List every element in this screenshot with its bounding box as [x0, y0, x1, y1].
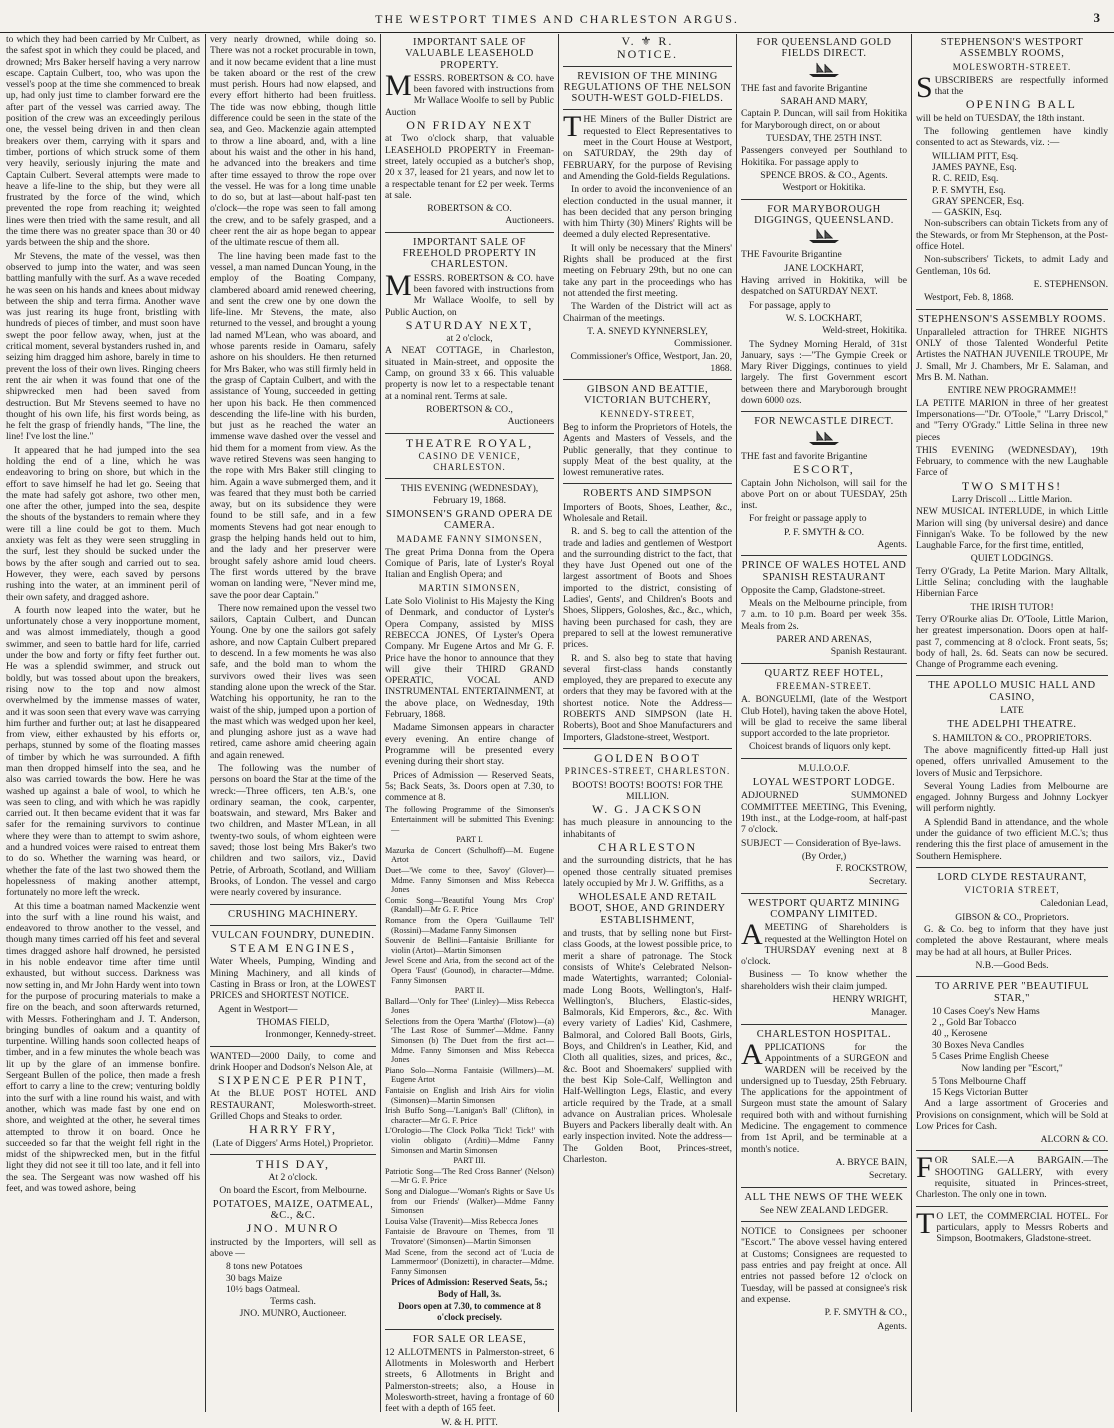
lodge-subject: SUBJECT — Consideration of Bye-laws. [741, 837, 901, 849]
ad-props: GIBSON & CO., Proprietors. [955, 911, 1069, 923]
ad-role: (Late of Diggers' Arms Hotel,) Proprietor. [212, 1137, 374, 1149]
ad-body: Choicest brands of liquors only kept. [749, 741, 891, 753]
theatre-star: MARTIN SIMONSEN, [418, 582, 521, 593]
programme-item: L'Orologio—The Clock Polka 'Tick! Tick!' with violin obligato (Arditi)—Mdme Fanny Simonsen and Martin Simonsen [385, 1126, 554, 1155]
ad-body: Importers of Boots, Shoes, Leather, &c., Wholesale and Retail. [563, 501, 732, 524]
masthead [0, 8, 1114, 33]
ad-farce: THE IRISH TUTOR! [970, 601, 1054, 613]
notice-vr: V. ⚜ R. [621, 34, 674, 48]
theatre-heading: THEATRE ROYAL, [405, 435, 534, 450]
programme-item: Romance from the Opera 'Guillaume Tell' (Rossini)—Madame Fanny Simonsen [385, 915, 554, 935]
ad-body: and the surrounding districts, that he has opened those centrally situated premises lately occupied by Mr J. W. Griffiths, as a [563, 855, 732, 889]
ad-role: Ironmonger, Kennedy-street. [265, 1029, 376, 1041]
notice-role: Commissioner. [674, 338, 732, 350]
ad-landing: Now landing per "Escort," [961, 1063, 1063, 1075]
ad-sig: HENRY WRIGHT, [832, 994, 907, 1006]
ad-heading: STEPHENSON'S WESTPORT ASSEMBLY ROOMS, [940, 37, 1084, 60]
ad-programme: ENTIRE NEW PROGRAMME!! [947, 385, 1077, 397]
theatre-desc: Late Solo Violinist to His Majesty the King of Denmark, and conductor of Lyster's Opera Company, assisted by MISS REBECCA JONES, Of Lyster's Opera Company. Mr Eugene Artos and Mr G. F. Price have the honor to announce that they will give their THIRD GRAND OPERATIC, VOCAL AND INSTRUMENTAL ENTERTAINMENT, at the above place, on Wednesday, 19th February, 1868. [385, 596, 554, 721]
lodge-sig: F. ROCKSTROW, [835, 863, 907, 875]
ad-agent: P. F. SMYTH & CO. [784, 526, 864, 538]
list-item: R. C. REID, Esq. [932, 173, 999, 185]
ad-body: Several Young Ladies from Melbourne are engaged. Johnny Burgess and Johnny Lockyer will perform nightly. [916, 780, 1108, 815]
programme-item: Louisa Valse (Travenit)—Miss Rebecca Jones [385, 1216, 539, 1226]
ad-body: A Splendid Band in attendance, and the whole under the guidance of two efficient M.C.'s; thus rendering this the first place of amusement in the Southern Hemisphere. [916, 816, 1108, 862]
list-item: 10½ bags Oatmeal. [226, 1283, 301, 1295]
ad-body: Non-subscribers can obtain Tickets from any of the Stewards, or from Mr Stephenson, at the Post-office Hotel. [916, 218, 1108, 253]
column-rule [205, 34, 206, 1412]
ad-body: Meals on the Melbourne principle, from 7 a.m. to 10 p.m. Board per week 35s. Meals from 2s. [741, 598, 907, 632]
ad-body: has much pleasure in announcing to the inhabitants of [563, 817, 732, 840]
ad-body: SUBSCRIBERS are respectfully informed that the [916, 70, 1108, 104]
list-item: GRAY SPENCER, Esq. [932, 195, 1025, 207]
stewards-list [916, 151, 1108, 219]
programme-item: Fantaisie de Bravoure on Themes, from 'Il Trovatore' (Simonsen)—Martin Simonsen [385, 1227, 554, 1246]
ad-ship: ESCORT, [793, 462, 855, 477]
programme-item: Patriotic Song—'The Red Cross Banner' (Nelson)—Mr G. F. Price [385, 1166, 554, 1186]
column-rule [558, 34, 559, 1412]
ad-items: POTATOES, MAIZE, OATMEAL, &C., &C. [212, 1198, 374, 1222]
ad-sig: P. F. SMYTH & CO., [824, 1307, 907, 1319]
ad-sig: ROBERTSON & CO., [426, 403, 513, 415]
list-item: — GASKIN, Esq. [932, 207, 1002, 219]
ad-body: will be held on TUESDAY, the 18th instant. [916, 112, 1085, 124]
ad-heading: ROBERTS AND SIMPSON [582, 488, 713, 500]
notice-body: THE Miners of the Buller District are requested to Elect Representatives to meet in the Court House at Westport, on SATURDAY, the 29th day of FEBRUARY, for the purpose of Revising and Amending the Gold-fields Regulations. [563, 110, 732, 182]
ad-sig: PARER AND ARENAS, [776, 634, 872, 646]
page-number: 3 [1093, 10, 1100, 25]
ad-heading: THIS DAY, [255, 1156, 330, 1171]
list-item: WILLIAM PITT, Esq. [932, 150, 1019, 162]
ad-body: A. BONGUELMI, (late of the Westport Club Hotel), having taken the above Hotel, will be glad to receive the same liberal support accorded to the late proprietor. [741, 694, 907, 740]
ad-body: And a large assortment of Groceries and Provisions on consignment, which will be Sold at Low Prices for Cash. [916, 1098, 1108, 1132]
ad-body: Having arrived in Hokitika, will be despatched on SATURDAY NEXT. [741, 275, 907, 298]
article-paragraph: to which they had been carried by Mr Culbert, as the safest spot in which they could be placed, and drowned; Mrs Baker herself having a very narrow escape. Captain Culbert, too, who was upon the vessel's poop at the time she commenced to break up, had only just time to clamber forward ere the after part of the vessel was carried away. The position of the crew was an exceedingly perilous one, the vessel being driven in and then clean breakers over them, carrying with it spars and timber, portions of which struck some of them very heavily, seriously injuring the mate and Captain Culbert. Several attempts were made to heave a life-line to the ship, but they were all frustrated by the force of the wind, which prevented the rope from reaching it; weighted lines were then tried with the same result, and all the time there was no greater space than 30 or 40 yards between the ship and the shore. [6, 34, 200, 249]
ad-cast: Larry Driscoll ... Little Marion. [951, 493, 1073, 505]
ad-street: MOLESWORTH-STREET. [952, 61, 1072, 72]
programme-item: Duet—'We come to thee, Savoy' (Glover)—Mdme. Fanny Simonsen and Miss Rebecca Jones [385, 865, 554, 895]
list-item: P. F. SMYTH, Esq. [932, 184, 1006, 196]
ad-body: at Two o'clock sharp, that valuable LEASEHOLD PROPERTY in Freeman-street, lately occupied as a butcher's shop, 20 x 37, leased for 21 years, and now let to a respectable tenant for £2 per week. Terms at sale. [385, 133, 554, 201]
theatre-title: SIMONSEN'S GRAND OPERA DE CAMERA. [386, 508, 553, 532]
ad-heading: ALL THE NEWS OF THE WEEK [744, 1191, 904, 1203]
ad-body: THIS EVENING (WEDNESDAY), 19th February, to commence with the new Laughable Farce of [916, 444, 1108, 479]
ad-heading: FOR NEWCASTLE DIRECT. [754, 416, 894, 428]
ad-headline: STEAM ENGINES, [230, 941, 356, 956]
ad-name: W. G. JACKSON [592, 802, 703, 817]
ad-name: HARRY FRY, [248, 1122, 338, 1137]
theatre-admission: Prices of Admission: Reserved Seats, 5s.; Body of Hall, 3s. [391, 1277, 548, 1299]
list-item: 15 Kegs Victorian Butter [932, 1086, 1028, 1098]
ad-sig: Spanish Restaurant. [830, 646, 907, 658]
ad-slogan: BOOTS! BOOTS! BOOTS! FOR THE MILLION. [572, 779, 723, 802]
notice-title: REVISION OF THE MINING REGULATIONS OF THE NELSON SOUTH-WEST GOLD-FIELDS. [563, 70, 732, 105]
ad-sig: A. BRYCE BAIN, [835, 1156, 907, 1168]
ad-body: Opposite the Camp, Gladstone-street. [741, 584, 886, 596]
ad-agent: Westport or Hokitika. [782, 182, 866, 194]
article-paragraph: It appeared that he had jumped into the sea holding the end of a line, which he was endeavoring to bring on shore, but which in the effort to save himself he had let go. Seeing that the mate had safely got ashore, two other men, one after the other, jumped into the sea, despite the shouts of the bystanders to remain where they were till a line could be got to them. Much anxiety was felt as they were seen struggling in the surf, lest they should be sucked under the bows by the after sough and carried out to sea. However, they were, each saved by persons rushing into the water, at an imminent peril of their own safety, and dragged ashore. [6, 444, 200, 603]
programme-item: Souvenir de Bellini—Fantaisie Brilliante for violin (Artot)—Martin Simonsen [385, 936, 554, 955]
theatre-prices: Prices of Admission — Reserved Seats, 5s; Back Seats, 3s. Doors open at 7.30, to commence at 8. [385, 769, 554, 804]
list-item: 5 Cases Prime English Cheese [932, 1051, 1049, 1063]
ad-body: G. & Co. beg to inform that they have just completed the above Restaurant, where meals may be had at all hours, at Buller Prices. [916, 924, 1108, 958]
ad-body: NOTICE to Consignees per schooner "Escort." The above vessel having entered at Customs; Consignees are requested to pass entries and pay freight at once. All entries not passed before 12 o'clock on Tuesday, will be passed at consignee's risk and expense. [741, 1226, 907, 1305]
column-2 [210, 34, 376, 1412]
ad-body: NEW MUSICAL INTERLUDE, in which Little Marion will sing (by universal desire) and dance Finnigan's Wake. To be followed by the new Laughable Farce, for the first time, entitled, [916, 506, 1108, 552]
ad-heading: THE APOLLO MUSIC HALL AND CASINO, [928, 680, 1096, 703]
ad-quote: The Sydney Morning Herald, of 31st January, says :—"The Gympie Creek or Mary River Diggings, continues to yield largely. The first Government escort between there and Maryborough brought down 6000 ozs. [741, 338, 907, 407]
ad-body: WANTED—2000 Daily, to come and drink Hooper and Dodson's Nelson Ale, at [210, 1050, 376, 1073]
lodge-order: M.U.I.O.O.F. [798, 762, 850, 774]
programme-item: Irish Buffo Song—'Lanigan's Ball' (Clifton), in character—Mr G. F. Price [385, 1106, 554, 1125]
ad-agent: W. S. LOCKHART, [785, 312, 863, 324]
ad-heading: IMPORTANT SALE OF FREEHOLD PROPERTY IN CHARLESTON. [402, 236, 537, 271]
ad-body: R. and S. beg to call the attention of the trade and ladies and gentlemen of Westport and the surrounding district to the fact, that they have Just Opened out one of the largest assortment of Boots and Shoes imported to the district, consisting of Ladies', Gents', and Children's Boots and Shoes, Slippers, Goloshes, &c., &c., which, having been purchased for cash, they are prepared to sell at the lowest remunerative prices. [563, 526, 732, 651]
programme-part: PART I. [456, 835, 483, 845]
ad-farce: QUIET LODGINGS. [970, 553, 1054, 565]
theatre-venue: CASINO DE VENICE, CHARLESTON. [418, 450, 521, 473]
ad-heading: FOR SALE OR LEASE, [412, 1333, 527, 1345]
article-paragraph: very nearly drowned, while doing so. There was not a rocket procurable in town, and it now became evident that a line must be taken aboard or the rest of the crew must perish. Hours had now elapsed, and every effort hitherto had been fruitless. The tide was now ebbing, though little difference could be seen in the state of the sea, and Geo. Mackenzie again attempted to throw a line aboard, and, with a line about his waist and the other in his hand, he advanced into the breakers and time after time essayed to throw the rope over the vessel. He was for a long time unable to do so, but at last—about half-past ten o'clock—the rope was seen to fall among the crew, and to be safely grasped, and a cheer rent the air as hope began to appear of the ultimate rescue of them all. [210, 34, 376, 249]
ad-body: For freight or passage apply to [749, 513, 867, 525]
notice-place: Commissioner's Office, Westport, Jan. 20, 1868. [570, 351, 732, 374]
ad-body: Agent in Westport— [218, 1003, 298, 1015]
ad-role: Manager. [871, 1007, 907, 1019]
theatre-desc: Madame Simonsen appears in character every evening. An entire change of Programme will be presented every evening during their short stay. [385, 722, 554, 768]
programme-item: Comic Song—'Beautiful Young Mrs Crop' (Randall)—Mr G. F. Price [385, 895, 554, 915]
programme-part: PART II. [454, 986, 485, 996]
ad-body: Water Wheels, Pumping, Winding and Mining Machinery, and all kinds of Casting in Brass or Iron, at the LOWEST PRICES and SHORTEST NOTICE. [210, 956, 376, 1002]
ad-heading: WESTPORT QUARTZ MINING COMPANY LIMITED. [748, 897, 900, 920]
ad-street: FREEMAN-STREET. [776, 680, 872, 691]
ad-agent: Weld-street, Hokitika. [822, 325, 907, 337]
ad-date: TUESDAY, THE 25TH INST. [765, 133, 883, 145]
landing-list [916, 1076, 1108, 1099]
notice-sig: T. A. SNEYD KYNNERSLEY, [587, 325, 708, 337]
ad-wholesale: WHOLESALE AND RETAIL BOOT, SHOE, AND GRINDERY ESTABLISHMENT, [569, 892, 726, 926]
ad-body: MESSRS. ROBERTSON & CO. have been favored with instructions from Mr Wallace Woolfe, to sell by Public Auction, on [385, 268, 554, 318]
ad-heading: FOR MARYBOROUGH DIGGINGS, QUEENSLAND. [754, 203, 894, 226]
ad-street: KENNEDY-STREET, [599, 408, 696, 419]
column-3 [385, 34, 554, 1428]
ad-body: instructed by the Importers, will sell as above — [210, 1236, 376, 1259]
column-6 [916, 34, 1108, 1412]
article-paragraph: The following was the number of persons on board the Star at the time of the wreck:—Three officers, ten A.B.'s, one ordinary seaman, the cook, carpenter, boatswain, and steward, Mrs Baker and two children, and Master M'Lean, in all twenty-two souls, of whom eighteen were saved; those lost being Mrs Baker's two children and two sailors, viz., David Petrie, of Arbroath, Scotland, and William Brooks, of London. The vessel and cargo were nearly covered by insurance. [210, 763, 376, 899]
ad-body: MESSRS. ROBERTSON & CO. have been favored with instructions from Mr Wallace Woolfe to sell by Public Auction [385, 68, 554, 118]
ad-agent: SPENCE BROS. & CO., Agents. [760, 169, 888, 181]
ad-body: Terry O'Grady, La Petite Marion. Mary Alltalk, Little Selina; concluding with the laughable Hibernian Farce [916, 565, 1108, 600]
lodge-body: ADJOURNED SUMMONED COMMITTEE MEETING, This Evening, 19th inst., at the Lodge-room, at half-past 7 o'clock. [741, 790, 907, 836]
ad-sig: ROBERTSON & CO. [427, 203, 512, 215]
ad-heading: QUARTZ REEF HOTEL, [764, 667, 884, 679]
ad-body: Non-subscribers' Tickets, to admit Lady and Gentleman, 10s 6d. [916, 254, 1108, 277]
ad-body: AMEETING of Shareholders is requested at the Wellington Hotel on THURSDAY evening next at 8 o'clock. [741, 918, 907, 968]
programme-part: PART III. [453, 1156, 486, 1166]
ship-icon [741, 228, 907, 247]
notice-heading: NOTICE. [617, 47, 678, 62]
theatre-star: MADAME FANNY SIMONSEN, [396, 533, 543, 544]
column-rule [380, 34, 381, 1412]
ad-heading: CRUSHING MACHINERY. [227, 908, 359, 920]
programme-intro: The following Programme of the Simonsen's Entertainment will be submitted This Evening:— [385, 805, 554, 834]
list-item: 10 Cases Coey's New Hams [932, 1005, 1040, 1017]
article-paragraph: Mr Stevens, the mate of the vessel, was then observed to jump into the water, and was seen battling manfully with the surf. As a wave receded he was seen on his hands and knees about midway between the ship and terra firma. Another wave was just rearing its huge front, bristling with hundreds of pieces of timber, and must soon have swept the poor fellow away, when, just at the critical moment, several bystanders rushed in, and seizing him dragged him ashore, barely in time to prevent the loss of their own lives. Ringing cheers rent the air when it was found that one of the shipwrecked men had been saved from destruction. But Mr Stevens seemed to have no thought of his own life, his first words being, as he felt the grasp of friendly hands, "The line, the line! I've lost the line." [6, 250, 200, 443]
sale-list [210, 1261, 376, 1295]
ad-body: APPLICATIONS for the Appointments of a SURGEON and WARDEN will be received by the undersigned up to Tuesday, 25th February. The applications for the appointment of Surgeon must state the amount of Salary required both with and without furnishing Medicine. The engagement to commence from 1st April, and be terminable at a month's notice. [741, 1037, 907, 1155]
list-item: 40 ,, Kerosene [932, 1028, 988, 1040]
programme-item: Mazurka de Concert (Schulhoff)—M. Eugene Artot [385, 845, 554, 865]
lodge-order2: (By Order,) [801, 850, 847, 862]
ad-body: Unparalleled attraction for THREE NIGHTS ONLY of those Talented Wonderful Petite Artistes the NATHAN JUVENILE TROUPE, Mr J. Small, Mr J. Chambers, Mr E. Salaman, and Mrs B. M. Nathan. [916, 326, 1108, 384]
ad-heading: GIBSON AND BEATTIE, VICTORIAN BUTCHERY, [584, 384, 711, 407]
ad-theatre: THE ADELPHI THEATRE. [947, 719, 1077, 731]
ad-body: See NEW ZEALAND LEDGER. [759, 1204, 889, 1216]
ad-street: PRINCES-STREET, CHARLESTON. [564, 766, 731, 777]
ad-body: Business — To know whether the shareholders wish their claim jumped. [741, 969, 907, 992]
programme-item: Piano Solo—Norma Fantaisie (Willmers)—M. Eugene Artot [385, 1065, 554, 1085]
ad-heading: FOR QUEENSLAND GOLD FIELDS DIRECT. [756, 37, 892, 60]
ad-late: LATE [1000, 705, 1024, 717]
programme-item: Mad Scene, from the second act of 'Lucia de Lammermoor' (Donizetti), in character—Mdme. Fanny Simonsen [385, 1247, 554, 1276]
ad-terms: Terms cash. [270, 1296, 316, 1308]
theatre-doors: Doors open at 7.30, to commence at 8 o'clock precisely. [398, 1300, 541, 1323]
ad-role: Secretary. [869, 1170, 907, 1182]
column-rule [736, 34, 737, 1412]
ad-price: SIXPENCE PER PINT, [217, 1073, 369, 1088]
column-1-shipwreck-story [6, 34, 200, 1412]
list-item: 30 bags Maize [226, 1272, 282, 1284]
ad-body: A NEAT COTTAGE, in Charleston, situated in Main-street, and opposite the Camp, on ground 33 x 66. This valuable property is now let to a respectable tenant at a nominal rent. Terms at sale. [385, 345, 554, 402]
ad-role: Agents. [877, 1320, 907, 1332]
arrive-list [916, 1006, 1108, 1062]
ad-title: VULCAN FOUNDRY, DUNEDIN. [211, 929, 375, 941]
ad-heading: GOLDEN BOOT [594, 750, 701, 765]
ad-date: Westport, Feb. 8, 1868. [924, 292, 1014, 304]
theatre-date: THIS EVENING (WEDNESDAY), February 19, 1868. [400, 483, 539, 506]
ad-agent: Agents. [877, 538, 907, 550]
programme-item: Ballard—'Only for Thee' (Linley)—Miss Rebecca Jones [385, 996, 554, 1016]
ship-icon [741, 430, 907, 449]
programme [385, 805, 554, 1276]
theatre-desc: The great Prima Donna from the Opera Comique of Paris, late of Lyster's Royal Italian and English Opera; and [385, 546, 554, 581]
ad-body: The above magnificently fitted-up Hall just opened, offers unrivalled Amusement to the lovers of Music and Terpsichore. [916, 744, 1108, 779]
ad-body: THE fast and favorite Brigantine [741, 82, 868, 94]
ad-farce: TWO SMITHS! [961, 478, 1063, 493]
ad-body: and trusts, that by selling none but First-class Goods, at the lowest possible price, to merit a share of patronage. The Stock consists of White's Celebrated Nelson-made Watertights, warranted; Colonial-made Long Boots, Wellington's, Half-Wellington's, Bluchers, Elastic-sides, Balmorals, Kid Emperors, &c., &c. With every variety of Ladies' Kid, Cashmere, Balmoral, and Colored Ball Boots, Girls, Boys, and Children's in Leather, Kid, and Cloth all qualities, sizes, and prices, &c., &c. Boot and Shoemakers' supplied with the best Kip Sole-Calf, Wellington and Half-Wellington Legs, Elastic, and every article required by the Trade, at a small advance on Australian prices. Wholesale Buyers and Packers liberally dealt with. An early inspection invited. Note the address—The Golden Boot, Princes-street, Charleston. [563, 928, 732, 1166]
list-item: 30 Boxes Neva Candles [932, 1039, 1024, 1051]
notice-body: The Warden of the District will act as Chairman of the meetings. [563, 301, 732, 324]
programme-item: Jewel Scene and Aria, from the second act of the Opera 'Faust' (Gounod), in character—Mdme. Fanny Simonsen [385, 956, 554, 985]
programme-item: Fantaisie on English and Irish Airs for violin (Simonsen)—Martin Simonsen [385, 1086, 554, 1105]
notice-body: In order to avoid the inconvenience of an election conducted in the usual manner, it has been decided that any person bringing with him Thirty (30) Miners' Rights will be deemed a duly elected Representative. [563, 184, 732, 241]
ad-date: SATURDAY NEXT, [405, 317, 534, 332]
ad-body: Captain John Nicholson, will sail for the above Port on or about TUESDAY, 25th inst. [741, 477, 907, 512]
ad-body: FOR SALE.—A BARGAIN.—The SHOOTING GALLERY, with every requisite, situated in Princes-street, Charleston. The only one in town. [916, 1151, 1108, 1201]
ad-heading: TO ARRIVE PER "BEAUTIFUL STAR," [934, 981, 1090, 1004]
ad-heading: LORD CLYDE RESTAURANT, [937, 871, 1087, 883]
ad-ship: SARAH AND MARY, [780, 96, 868, 108]
ad-sig: JNO. MUNRO, Auctioneer. [239, 1308, 347, 1320]
ad-body: TO LET, the COMMERCIAL HOTEL. For particulars, apply to Messrs Roberts and Simpson, Bootmakers, Gladstone-street. [916, 1206, 1108, 1245]
article-paragraph: A fourth now leaped into the water, but he unfortunately chose a very inopportune moment, and was almost immediately, though a good swimmer, and seen to battle hard for life, carried under the bow and forty or fifty feet further out. He was a splendid swimmer, and struck out boldly, but was tossed about upon the breakers, rising now to the top and now almost overwhelmed by the immense masses of water, and it was soon seen that every wave was carrying him further and further out; at last he disappeared from view, either exhausted by his efforts or, perhaps, stunned by some of the floating masses of timber by which he was surrounded. A fifth man then dropped himself into the sea, and he also was carried towards the bow. Here he was washed up against a bale of wool, to which he was seen to cling, and with which he was rapidly carried out. It then became evident that it was far safer for the remaining survivors to continue where they were than to attempt to swim ashore, and a hundred voices were raised to entreat them to do so. Whether the warning was heard, or whether the fate of the last two showed them the hopelessness of making another attempt, fortunately no more left the wreck. [6, 604, 200, 899]
lodge-role: Secretary. [869, 876, 907, 888]
ad-body: R. and S. also beg to state that having several first-class hands constantly employed, they are prepared to execute any orders that they may be favored with at the shortest notice. Note the Address—ROBERTS AND SIMPSON (late H. Roberts), Boot and Shoe Manufacturers and Importers, Gladstone-street, Westport. [563, 652, 732, 743]
ad-body: Terry O'Rourke alias Dr. O'Toole, Little Marion, her greatest impersonation. Doors open at half-past 7, commencing at 8 o'clock. Front seats, 5s; body of hall, 2s. 6d. Seats can now be secured. Change of Programme each evening. [916, 613, 1108, 671]
ad-body: 12 ALLOTMENTS in Palmerston-street, 6 Allotments in Molesworth and Herbert streets, 6 Allotments in Bright and Palmerston-streets; also, a House in Molesworth-street, having a frontage of 60 feet with a depth of 165 feet. [385, 1346, 554, 1415]
ad-heading: CHARLESTON HOSPITAL. [756, 1028, 892, 1040]
masthead-title: THE WESTPORT TIMES AND CHARLESTON ARGUS. [375, 12, 739, 26]
ad-sig: E. STEPHENSON. [1033, 278, 1108, 290]
programme-item: Song and Dialogue—'Woman's Rights or Save Us from our Friends' (Walker)—Mdme Fanny Simonsen [385, 1186, 554, 1216]
ad-body: Captain P. Duncan, will sail from Hokitika for Maryborough direct, on or about [741, 108, 907, 131]
notice-body: It will only be necessary that the Miners' Rights shall be produced at the first meeting on February 29th, but no one can take any part in the proceedings who has not attended the first meeting. [563, 242, 732, 299]
ad-body: THE fast and favorite Brigantine [741, 450, 868, 462]
ad-board: On board the Escort, from Melbourne. [219, 1184, 367, 1196]
ad-ship: JANE LOCKHART, [784, 262, 864, 274]
article-paragraph: At this time a boatman named Mackenzie went into the surf with a line round his waist, and endeavored to throw another to the vessel, and though many times carried off his feet and several times dragged ashore half drowned, he persisted in his noble endeavor time after time until exhausted, but without success. Darkness was now setting in, and Mr John Hardy went into town for the purpose of procuring materials to make a fire on the beach, and soon afterwards returned, with Messrs. Fotheringham and J. T. Anderson, bringing bundles of oakum and a quantity of turpentine. Willing hands soon collected heaps of timber, and in a few minutes the whole beach was lit up by the glare of an immense bonfire. Sergeant Bullen of the police, then made a fresh effort to carry a line to the crew; venturing boldly into the surf with a line round his waist, and with another, which was made fast by one end on shore, and weighted at the other, he several times attempted to throw it on board. Once he succeeded so far that the weight fell right in the midst of the shipwrecked men, but in the fitful light they did not see it till too late, and it fell into the sea. The Sergeant was now washed off his feet, and was towed ashore, being [6, 900, 200, 1194]
list-item: 5 Tons Melbourne Chaff [932, 1075, 1027, 1087]
list-item: 2 ,, Gold Bar Tobacco [932, 1017, 1017, 1029]
list-item: JAMES PAYNE, Esq. [932, 161, 1017, 173]
ad-body: Caledonian Lead, [1040, 898, 1108, 910]
ad-heading: PRINCE OF WALES HOTEL AND SPANISH RESTAURANT [741, 560, 907, 583]
ad-body: At the BLUE POST HOTEL AND RESTAURANT, Molesworth-street. Grilled Chops and Steaks to order. [210, 1088, 376, 1123]
list-item: 8 tons new Potatoes [226, 1261, 303, 1273]
ad-nb: N.B.—Good Beds. [975, 959, 1049, 971]
ad-date: ON FRIDAY NEXT [406, 118, 533, 133]
ad-heading: IMPORTANT SALE OF VALUABLE LEASEHOLD PROPERTY. [405, 37, 534, 71]
ad-sig: Auctioneers. [505, 215, 554, 227]
ad-time: at 2 o'clock, [446, 333, 493, 345]
ad-time: At 2 o'clock. [268, 1172, 318, 1184]
ad-sig: ALCORN & CO. [1040, 1134, 1108, 1146]
column-5 [741, 34, 907, 1412]
ad-body: LA PETITE MARION in three of her greatest Impersonations—"Dr. O'Toole," "Larry Driscol," and "Terry O'Grady." Little Selina in three new pieces [916, 397, 1108, 443]
programme-item: Selections from the Opera 'Martha' (Flotow)—(a) 'The Last Rose of Summer'—Mdme. Fanny Simonsen (b) The Duet from the first act—Mdme. Fanny Simonsen and Miss Rebecca Jones [385, 1016, 554, 1065]
ad-auctioneer: JNO. MUNRO [246, 1221, 340, 1236]
ad-body: Passengers conveyed per Southland to Hokitika. For passage apply to [741, 145, 907, 168]
ad-event: OPENING BALL [965, 97, 1077, 112]
column-4 [563, 34, 732, 1412]
ad-heading: STEPHENSON'S ASSEMBLY ROOMS. [917, 313, 1107, 325]
ad-body: THE Favourite Brigantine [741, 249, 842, 261]
lodge-heading: LOYAL WESTPORT LODGE. [752, 777, 896, 789]
ad-props: S. HAMILTON & CO., PROPRIETORS. [932, 732, 1092, 744]
ad-street: VICTORIA STREET, [964, 885, 1060, 896]
ad-sig: Auctioneers [507, 416, 554, 428]
ad-sig: W. & H. PITT. [441, 1416, 498, 1428]
article-paragraph: The line having been made fast to the vessel, a man named Duncan Young, in the employ of the Boating Company, clambered aboard amid renewed cheering, and sent the crew one by one down the life-line. Mr Stevens, the mate, also returned to the vessel, and brought a young lad named M'Lean, who was aboard, and whose parents reside in Oamaru, safely ashore on his shoulders. He then returned for Mrs Baker, who was still firmly held in the grasp of Captain Culbert, and with the assistance of Young, succeeded in getting her upon his back. He then commenced descending the life-line with his burden, but just as he reached the water an immense wave dashed over the vessel and hid them for a moment from view. As the wave retired Stevens was seen hanging to the rope with Mrs Baker still clinging to him. Again a wave submerged them, and it was feared that they must both be carried away, but on its subsidence they were found to be still safe, and in a few moments Stevens had got near enough to grasp the helping hands held out to him, and the lady and her preserver were brought safely ashore amid loud cheers. The first words uttered by the brave woman on landing were, "Never mind me, save the poor dear Captain." [210, 250, 376, 601]
ad-name: THOMAS FIELD, [256, 1016, 330, 1028]
ad-town: CHARLESTON [597, 840, 698, 854]
column-rule [911, 34, 912, 1412]
ad-body: The following gentlemen have kindly consented to act as Stewards, viz. :— [916, 126, 1108, 149]
ad-body: For passage, apply to [749, 299, 831, 311]
ad-body: Beg to inform the Proprietors of Hotels, the Agents and Masters of Vessels, and the Public generally, that they continue to supply Meat of the best quality, at the lowest remunerative rates. [563, 421, 732, 479]
article-paragraph: There now remained upon the vessel two sailors, Captain Culbert, and Duncan Young. One by one the sailors got safely ashore, and now Captain Culbert prepared to descend. In a few moments he was also safe, and the bold man to whom the survivors owed their lives was seen standing alone upon the wreck of the Star. Watching his opportunity, he ran to the waist of the ship, jumped upon a portion of the mast which was wedged upon her keel, and plunging ashore just as a wave had retired, came ashore amid cheering again and again renewed. [210, 602, 376, 761]
ship-icon [741, 62, 907, 81]
